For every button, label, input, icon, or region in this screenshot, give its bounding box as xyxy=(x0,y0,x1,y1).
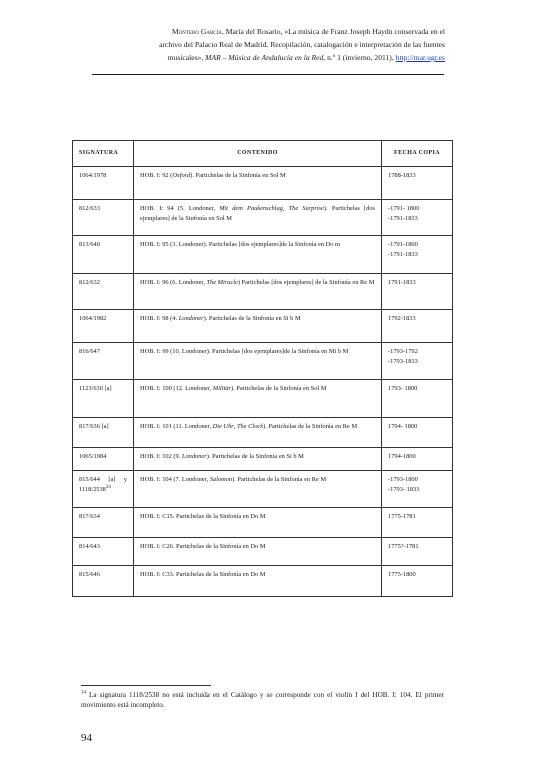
table-row xyxy=(73,448,453,471)
fecha-copia-cell: 1788-1833 xyxy=(382,167,453,200)
signatura-text: 817/636 [a] xyxy=(79,423,109,430)
contenido-text: HOB. I: 92 ( xyxy=(140,172,173,179)
contenido-cell xyxy=(134,448,382,471)
header-contenido: CONTENIDO xyxy=(134,141,382,167)
header-line2: archivo del Palacio Real de Madrid. Recopilación, catalogación e interpretación de las fuentes xyxy=(159,40,445,49)
contenido-cell xyxy=(134,538,382,566)
contenido-text: HOB. I: C26. Partichelas de la Sinfonía en Do M xyxy=(140,543,266,550)
work-title: Londoner xyxy=(181,453,207,460)
table-row xyxy=(73,566,453,597)
fecha-copia-cell: 1775?-1781 xyxy=(382,538,453,566)
contenido-text: HOB. I: 102 (9. xyxy=(140,453,182,460)
contenido-text: HOB. I: 101 (11. Londoner, xyxy=(140,423,213,430)
fecha-copia-cell: 1794-1800 xyxy=(382,448,453,471)
fecha-copia-cell: 1792-1833 xyxy=(382,310,453,343)
header-fecha-copia: FECHA COPIA xyxy=(382,141,453,167)
signatura-text: 1123/630 [a] xyxy=(79,385,112,392)
fecha-copia-cell: 1791-1833 xyxy=(382,274,453,310)
table-row xyxy=(73,274,453,310)
contenido-text: HOB. I: C33. Partichelas de la Sinfonía en Do M xyxy=(140,571,266,578)
contenido-text: HOB. I: 95 (3. Londoner). Partichelas [dos ejemplares]de la Sinfonía en Do m xyxy=(140,241,341,248)
contenido-text: HOB. I: 94 (5. Londoner, xyxy=(140,205,220,212)
contenido-text: ) Partichelas [dos ejemplares] de la Sinfonía en Re M xyxy=(237,279,375,286)
table-row xyxy=(73,343,453,380)
footnote-ref: 34 xyxy=(105,484,111,490)
fecha-copia-cell: 1775-1781 xyxy=(382,508,453,538)
contenido-text: HOB. I: 96 (6. Londoner, xyxy=(140,279,207,286)
contenido-text: HOB. I: 104 (7. Londoner, xyxy=(140,476,210,483)
work-title: Die Uhr xyxy=(212,423,234,430)
signatura-cell xyxy=(73,274,134,310)
contenido-text: HOB. I: C15. Partichelas de la Sinfonía en Do M xyxy=(140,513,266,520)
contenido-text: , xyxy=(233,423,237,430)
table-row xyxy=(73,418,453,448)
table-row xyxy=(73,471,453,508)
signatura-text: 813/640 xyxy=(79,241,100,248)
table-header-row xyxy=(73,141,453,167)
table-row xyxy=(73,538,453,566)
signatura-cell xyxy=(73,538,134,566)
signatura-cell xyxy=(73,167,134,200)
footnote-text: La signatura 1118/2538 no está incluida en el Catálogo y se corresponde con el violín I del HOB. I: 104. El primer movimiento está incompleto. xyxy=(81,691,444,709)
table-row xyxy=(73,167,453,200)
footnote xyxy=(81,690,444,710)
work-title: The Miracle xyxy=(206,279,238,286)
contenido-cell xyxy=(134,418,382,448)
signatura-text: 812/632 xyxy=(79,279,100,286)
contenido-cell xyxy=(134,343,382,380)
fecha-copia-cell: 1793- 1800 xyxy=(382,380,453,418)
header-line3-pre: musicales», xyxy=(167,53,206,62)
work-title: Militär xyxy=(212,385,231,392)
table-row xyxy=(73,200,453,236)
fecha-copia-cell: -1793-1792 -1793-1833 xyxy=(382,343,453,380)
catalog-table xyxy=(72,140,453,597)
contenido-cell xyxy=(134,508,382,538)
work-title: The Surprise xyxy=(288,205,324,212)
signatura-cell xyxy=(73,310,134,343)
signatura-text: 814/643 xyxy=(79,543,100,550)
contenido-cell xyxy=(134,167,382,200)
signatura-text: 815/646 xyxy=(79,571,100,578)
table-row xyxy=(73,236,453,274)
contenido-cell xyxy=(134,200,382,236)
table-row xyxy=(73,380,453,418)
work-title: Oxford xyxy=(172,172,191,179)
contenido-cell xyxy=(134,236,382,274)
header-author: Montero García xyxy=(171,27,222,36)
page-number: 94 xyxy=(81,732,92,744)
header-signatura: SIGNATURA xyxy=(73,141,134,167)
signatura-text: 1065/1984 xyxy=(79,453,107,460)
footnote-divider xyxy=(81,685,211,686)
footnote-marker: 34 xyxy=(81,690,86,696)
contenido-text: ). Partichelas de la Sinfonía en Sol M xyxy=(230,385,327,392)
table-row xyxy=(73,310,453,343)
signatura-cell xyxy=(73,380,134,418)
signatura-cell xyxy=(73,508,134,538)
signatura-text: 1064/1978 xyxy=(79,172,107,179)
contenido-cell xyxy=(134,380,382,418)
contenido-cell xyxy=(134,310,382,343)
fecha-copia-cell: -1791- 1800 -1791-1833 xyxy=(382,200,453,236)
header-journal: MAR – Música de Andalucía en la Red xyxy=(205,53,324,62)
signatura-text: 817/634 xyxy=(79,513,100,520)
signatura-cell xyxy=(73,236,134,274)
table-row xyxy=(73,508,453,538)
signatura-cell xyxy=(73,343,134,380)
signatura-cell xyxy=(73,418,134,448)
signatura-text: 1064/1982 xyxy=(79,315,107,322)
contenido-text: ). Partichelas de la Sinfonía en Si b M xyxy=(203,315,301,322)
contenido-text: ). Partichelas de la Sinfonía en Si b M xyxy=(206,453,304,460)
contenido-text: ). Partichelas de la Sinfonía en Re M xyxy=(232,476,327,483)
fecha-copia-cell: 1775-1800 xyxy=(382,566,453,597)
signatura-cell xyxy=(73,471,134,508)
contenido-text: , xyxy=(282,205,289,212)
contenido-text: ). Partichelas [dos ejemplares] de la Sinfonía en Sol M xyxy=(140,205,376,222)
contenido-cell xyxy=(134,566,382,597)
contenido-text: ). Partichelas de la Sinfonía en Sol M xyxy=(190,172,286,179)
signatura-cell xyxy=(73,448,134,471)
fecha-copia-cell: -1793-1800 -1793- 1833 xyxy=(382,471,453,508)
work-title: Salomon xyxy=(209,476,233,483)
contenido-cell xyxy=(134,471,382,508)
signatura-cell xyxy=(73,566,134,597)
work-title: Londoner xyxy=(178,315,204,322)
contenido-text: HOB. I: 99 (10. Londoner). Partichelas [dos ejemplares]de la Sinfonía en Mi b M xyxy=(140,348,349,355)
contenido-text: HOB. I: 98 (4. xyxy=(140,315,179,322)
signatura-text: 812/633 xyxy=(79,205,100,212)
contenido-cell xyxy=(134,274,382,310)
running-header xyxy=(90,25,445,64)
header-line1: , María del Rosario, «La música de Franz Joseph Haydn conservada en el xyxy=(221,27,445,36)
header-divider xyxy=(92,74,444,75)
header-line3-post: , n.º 1 (invierno, 2011), xyxy=(323,53,396,62)
work-title: Mit dem Paukenschlag xyxy=(219,205,283,212)
signatura-text: 816/647 xyxy=(79,348,100,355)
work-title: The Clock xyxy=(236,423,264,430)
header-url-link[interactable]: http://mar.ugr.es xyxy=(395,53,445,62)
signatura-text: 815/644 [a] y 1118/2538 xyxy=(79,476,127,493)
contenido-text: ). Partichelas de la Sinfonía en Re M xyxy=(263,423,358,430)
signatura-cell xyxy=(73,200,134,236)
contenido-text: HOB. I: 100 (12. Londoner, xyxy=(140,385,213,392)
fecha-copia-cell: 1794- 1800 xyxy=(382,418,453,448)
fecha-copia-cell: -1791-1800 -1791-1833 xyxy=(382,236,453,274)
